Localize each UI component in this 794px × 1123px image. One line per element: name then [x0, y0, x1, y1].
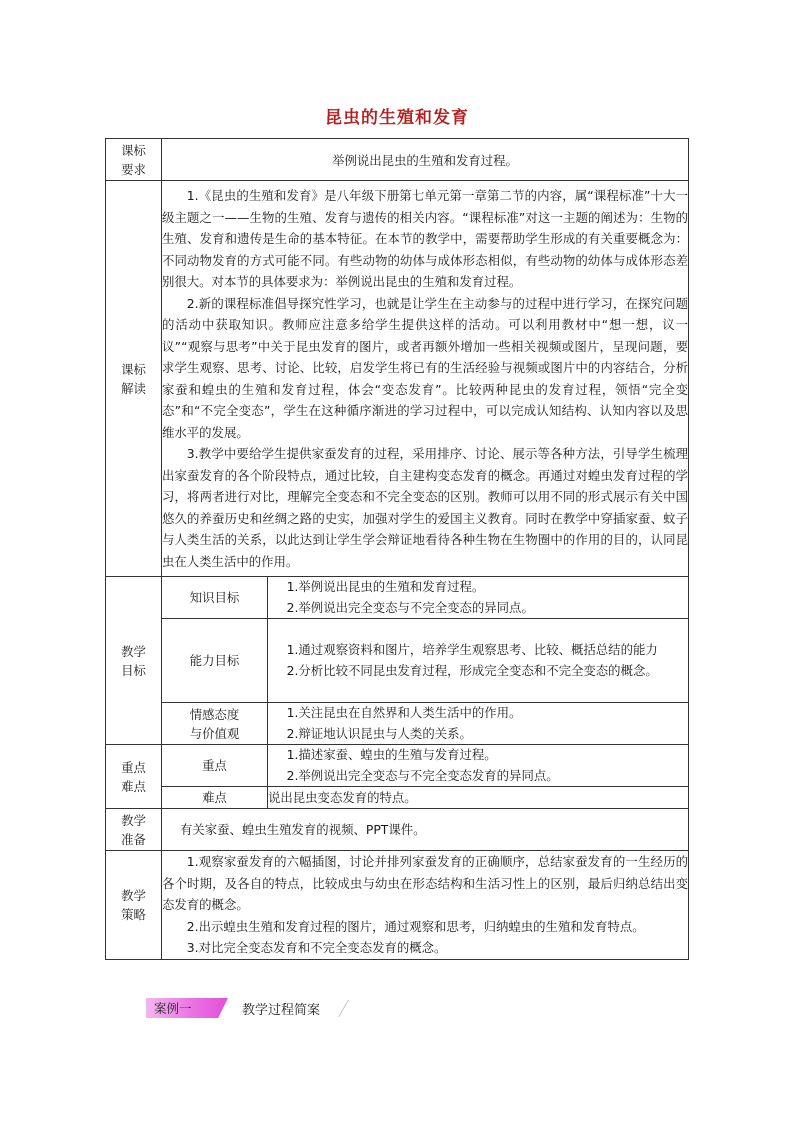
- content-interpretation: [162, 181, 689, 577]
- label-keypoints: [106, 745, 162, 809]
- key-item-2: 2.举例说出完全变态与不完全变态发育的异同点。: [286, 767, 559, 783]
- ability-item-2: 2.分析比较不同昆虫发育过程，形成完全变态和不完全变态的概念。: [286, 662, 658, 678]
- row-objective-knowledge: [106, 577, 689, 619]
- row-keypoint: [106, 745, 689, 787]
- label-objectives-text: 教学 目标: [121, 643, 146, 678]
- row-interpretation: [106, 181, 689, 577]
- label-preparation-text: 教学 准备: [121, 812, 146, 847]
- label-key: [162, 745, 268, 787]
- row-difficult: [106, 787, 689, 809]
- label-preparation: [106, 809, 162, 851]
- row-standard: [106, 139, 689, 181]
- emotion-item-2: 2.辩证地认识昆虫与人类的关系。: [286, 725, 472, 741]
- interpretation-paragraph-1: 1.《昆虫的生殖和发育》是八年级下册第七单元第一章第二节的内容，属“课程标准”十大一级主题之一——生物的生殖、发育与遗传的相关内容。“课程标准”对这一主题的阐述为：生物的生殖、发育和遗传是生命的基本特征。在本节的教学中，需要帮助学生形成的有关重要概念为：不同动物发育的方式可能不同。有些动物的幼体与成体形态相似，有些动物的幼体与成体形态差别很大。对本节的具体要求为：举例说出昆虫的生殖和发育过程。: [162, 188, 689, 289]
- key-item-1: 1.描述家蚕、蝗虫的生殖与发育过程。: [286, 747, 497, 762]
- case-tag-label: 案例一: [154, 1001, 192, 1016]
- label-objectives: [106, 577, 162, 745]
- ability-item-1: 1.通过观察资料和图片，培养学生观察思考、比较、概括总结的能力: [286, 642, 658, 657]
- content-difficult: [268, 787, 689, 809]
- interpretation-paragraph-3: 3.教学中要给学生提供家蚕发育的过程，采用排序、讨论、展示等各种方法，引导学生梳理出家蚕发育的各个阶段特点，通过比较，自主建构变态发育的概念。再通过对蝗虫发育过程的学习，将两者进行对比，理解完全变态和不完全变态的区别。教师可以用不同的形式展示有关中国悠久的养蚕历史和丝绸之路的史实，加强对学生的爱国主义教育。同时在教学中穿插家蚕、蚊子与人类生活的关系，以此达到让学生学会辩证地看待各种生物在生物圈中的作用的目的，认同昆虫在人类生活中的作用。: [162, 446, 689, 569]
- content-ability: [268, 619, 689, 703]
- label-difficult: [162, 787, 268, 809]
- ability-label-text: 能力目标: [189, 653, 240, 668]
- label-interpretation-text: 课标 解读: [121, 361, 146, 396]
- emotion-label-text: 情感态度 与价值观: [189, 706, 240, 741]
- content-knowledge: [268, 577, 689, 619]
- knowledge-item-2: 2.举例说出完全变态与不完全变态的异同点。: [286, 599, 534, 615]
- row-preparation: [106, 809, 689, 851]
- content-standard: [162, 139, 689, 181]
- preparation-text: 有关家蚕、蝗虫生殖发育的视频、PPT课件。: [180, 822, 426, 837]
- knowledge-item-1: 1.举例说出昆虫的生殖和发育过程。: [286, 579, 485, 594]
- section-banner: [146, 998, 366, 1018]
- section-banner-label: 教学过程简案: [242, 1003, 321, 1018]
- label-strategy-text: 教学 策略: [121, 887, 146, 922]
- label-standard: [106, 139, 162, 181]
- row-objective-emotion: [106, 703, 689, 745]
- standard-text: 举例说出昆虫的生殖和发育过程。: [332, 152, 518, 168]
- row-strategy: [106, 851, 689, 960]
- content-preparation: [162, 809, 689, 851]
- strategy-item-3: 3.对比完全变态发育和不完全变态发育的概念。: [186, 940, 447, 955]
- interpretation-paragraph-2: 2.新的课程标准倡导探究性学习，也就是让学生在主动参与的过程中进行学习，在探究问题的活动中获取知识。教师应注意多给学生提供这样的活动。可以利用教材中“想一想，议一议”“观察与思考”中关于昆虫发育的图片，或者再额外增加一些相关视频或图片，呈现问题，要求学生观察、思考、讨论、比较，启发学生将已有的生活经验与视频或图片中的内容结合，分析家蚕和蝗虫的生殖和发育过程，体会“变态发育”。比较两种昆虫的发育过程，领悟“完全变态”和“不完全变态”，学生在这种循序渐进的学习过程中，可以完成认知结构、认知内容以及思维水平的发展。: [162, 295, 689, 440]
- knowledge-label-text: 知识目标: [189, 590, 240, 605]
- label-keypoints-text: 重点 难点: [121, 759, 146, 794]
- banner-divider: [338, 1000, 349, 1017]
- label-ability: [162, 619, 268, 703]
- label-knowledge: [162, 577, 268, 619]
- label-emotion: [162, 703, 268, 745]
- difficult-text: 说出昆虫变态发育的特点。: [268, 790, 417, 805]
- content-emotion: [268, 703, 689, 745]
- key-label-text: 重点: [202, 758, 227, 773]
- page-title: 昆虫的生殖和发育: [325, 108, 469, 128]
- row-objective-ability: [106, 619, 689, 703]
- difficult-label-text: 难点: [202, 790, 227, 805]
- emotion-item-1: 1.关注昆虫在自然界和人类生活中的作用。: [286, 705, 522, 720]
- strategy-item-2: 2.出示蝗虫生殖和发育过程的图片，通过观察和思考，归纳蝗虫的生殖和发育特点。: [186, 918, 645, 934]
- label-standard-text: 课标 要求: [121, 142, 146, 177]
- content-key: [268, 745, 689, 787]
- label-strategy: [106, 851, 162, 960]
- content-strategy: [162, 851, 689, 960]
- lesson-plan-table: [105, 138, 689, 960]
- strategy-item-1: 1.观察家蚕发育的六幅插图，讨论并排列家蚕发育的正确顺序，总结家蚕发育的一生经历的各个时期，及各自的特点，比较成虫与幼虫在形态结构和生活习性上的区别，最后归纳总结出变态发育的概念。: [162, 854, 689, 912]
- label-interpretation: [106, 181, 162, 577]
